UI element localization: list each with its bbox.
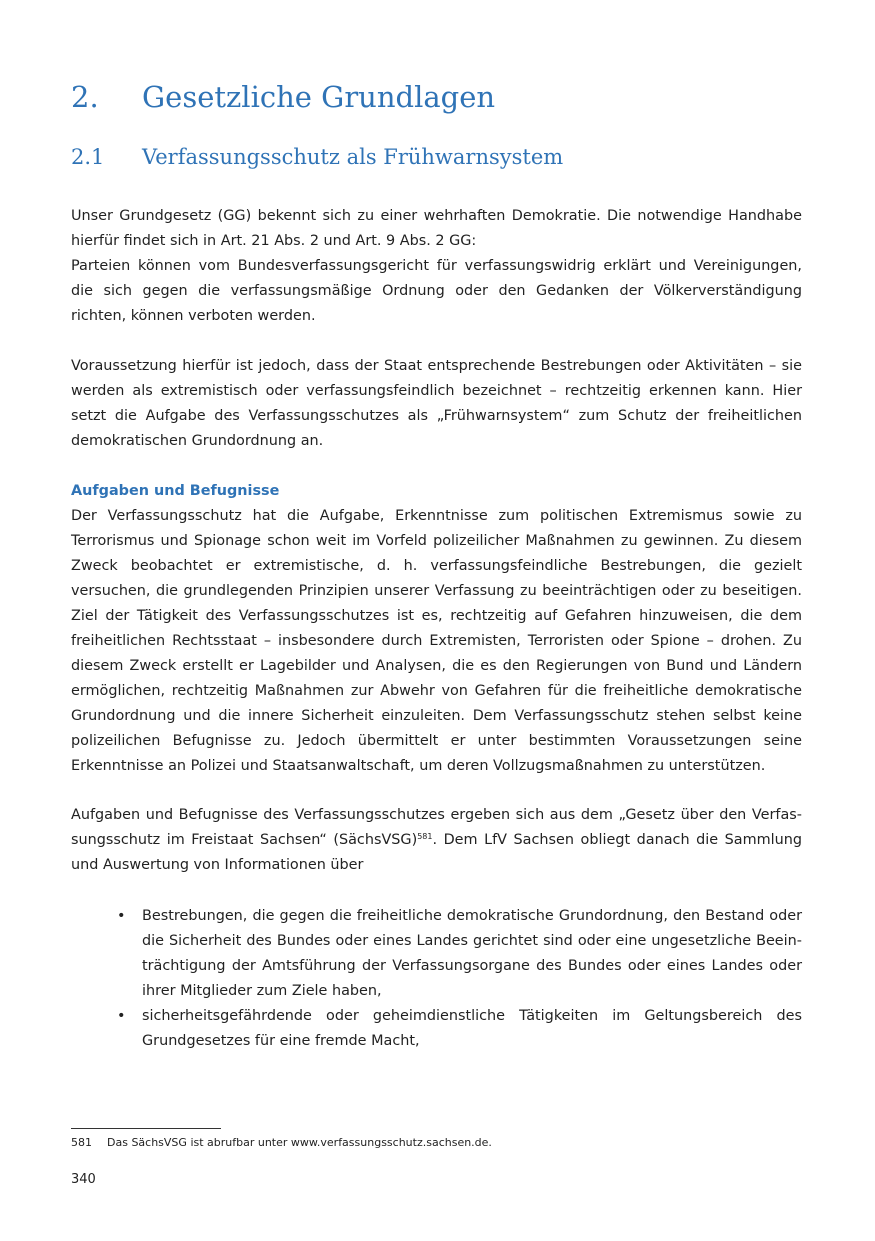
bullet-icon: • xyxy=(117,908,126,924)
footnote-number: 581 xyxy=(71,1136,92,1149)
section-number: 2.1 xyxy=(71,145,105,169)
section-heading xyxy=(71,142,563,172)
chapter-heading xyxy=(71,78,495,116)
list-item-text: sicherheitsgefährdende oder geheimdienstliche Tätigkeiten im Geltungsbereich des Grundgesetzes für eine fremde Macht, xyxy=(142,1008,802,1049)
tasks-paragraph: Der Verfassungsschutz hat die Aufgabe, Erkenntnisse zum politischen Extremismus sowie zu Terrorismus und Spionage schon weit im Vorfeld polizeilicher Maßnahmen zu gewinnen. Zu diesem Zweck beobachtet er extremistische, d. h. verfassungsfeindliche Bestrebungen, die gezielt versuchen, die grundlegenden Prinzipien unserer Verfassung zu beeinträchtigen oder zu beseitigen. Ziel der Tätigkeit des Verfassungsschutzes ist es, rechtzeitig auf Gefahren hinzuweisen, die dem freiheitlichen Rechtsstaat – insbesondere durch Extremisten, Terroristen oder Spione – drohen. Zu diesem Zweck erstellt er Lagebilder und Analysen, die es den Regierungen von Bund und Ländern ermöglichen, rechtzeitig Maßnahmen zur Abwehr von Gefahren für die freiheitliche demokratische Grundordnung und die innere Sicherheit einzuleiten. Dem Verfassungsschutz stehen selbst keine polizeilichen Befugnisse zu. Jedoch übermittelt er unter bestimmten Voraussetzungen seine Erkenntnisse an Polizei und Staatsanwaltschaft, um deren Vollzugsmaßnahmen zu unterstützen. xyxy=(71,508,802,774)
page-number: 340 xyxy=(71,1172,96,1187)
prerequisite-paragraph: Voraussetzung hierfür ist jedoch, dass der Staat entsprechende Bestrebungen oder Aktivitäten – sie werden als extremistisch oder verfassungsfeindlich bezeichnet – rechtzeitig erkennen kann. Hier setzt die Aufgabe des Verfassungsschutzes als „Frühwarnsystem“ zum Schutz der freiheitlichen demokratischen Grundordnung an. xyxy=(71,358,802,449)
bullet-icon: • xyxy=(117,1008,126,1024)
chapter-number: 2. xyxy=(71,80,99,114)
footnote-divider xyxy=(71,1128,221,1129)
intro-paragraph-line2: Parteien können vom Bundesverfassungsgericht für verfassungswidrig erklärt und Vereinigungen, die sich gegen die verfassungsmäßige Ordnung oder den Gedanken der Völkerverständigung richten, können verboten werden. xyxy=(71,258,802,324)
footnote-reference[interactable]: 581 xyxy=(417,832,433,841)
intro-paragraph-line1: Unser Grundgesetz (GG) bekennt sich zu einer wehrhaften Demokratie. Die notwendige Handhabe hierfür findet sich in Art. 21 Abs. 2 und Art. 9 Abs. 2 GG: xyxy=(71,208,802,249)
list-item xyxy=(71,1004,802,1054)
list-item-text: Bestrebungen, die gegen die freiheitliche demokratische Grundordnung, den Bestand oder die Sicherheit des Bundes oder eines Landes gerichtet sind oder eine ungesetzliche Beeinträchtigung der Amtsführung der Verfassungsorgane des Bundes oder eines Landes oder ihrer Mitglieder zum Ziele haben, xyxy=(142,908,802,999)
task-list xyxy=(71,904,802,1054)
legal-basis-paragraph xyxy=(71,803,802,878)
tasks-section xyxy=(71,479,802,779)
chapter-title: Gesetzliche Grundlagen xyxy=(142,80,496,114)
legal-basis-text: Aufgaben und Befugnisse des Verfassungsschutzes ergeben sich aus dem „Gesetz über den Verfassungsschutz im Freistaat Sachsen“ (SächsVSG) xyxy=(71,807,802,848)
legal-basis-text-continued: . Dem LfV Sachsen obliegt danach die Sammlung und Auswertung von Informationen über xyxy=(71,832,803,873)
list-item xyxy=(71,904,802,1004)
footnote-text: Das SächsVSG ist abrufbar unter www.verfassungsschutz.sachsen.de. xyxy=(107,1136,492,1149)
section-title: Verfassungsschutz als Frühwarnsystem xyxy=(142,145,564,169)
tasks-subheading: Aufgaben und Befugnisse xyxy=(71,483,280,499)
intro-paragraph xyxy=(71,204,802,329)
footnote xyxy=(71,1134,492,1152)
